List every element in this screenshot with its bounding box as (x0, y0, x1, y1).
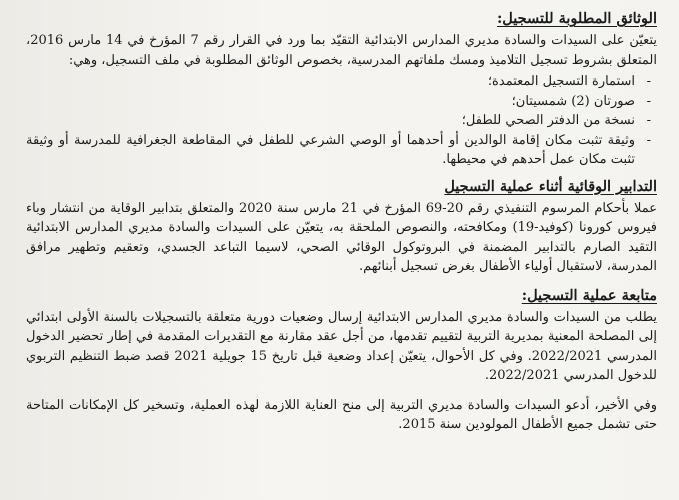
list-item: - نسخة من الدفتر الصحي للطفل؛ (26, 111, 635, 131)
section-title-preventive-measures: التدابير الوقائية أثناء عملية التسجيل (444, 177, 657, 195)
required-documents-list (26, 72, 657, 170)
section-title-registration-followup: متابعة عملية التسجيل: (521, 286, 657, 304)
list-item: - وثيقة تثبت مكان إقامة الوالدين أو أحدهما أو الوصي الشرعي للطفل في المقاطعة الجغرافية للمدرسة أو وثيقة تثبت مكان عمل أحدهم في محيطها. (26, 131, 635, 170)
closing-body: وفي الأخير، أدعو السيدات والسادة مديري التربية إلى منح العناية اللازمة لهذه العملية، وتسخير كل الإمكانات المتاحة حتى تشمل جميع الأطفال المولودين سنة 2015. (26, 397, 657, 432)
registration-followup-body: يطلب من السيدات والسادة مديري المدارس الابتدائية إرسال وضعيات دورية متعلقة بالتسجيلات بالسنة الأولى ابتدائي إلى المصلحة المعنية بمديرية التربية لتقييم تقدمها، من أجل عقد مقارنة مع التقديرات المقدمة في إطار تحضير الدخول المدرسي 2022/2021. وفي كل الأحوال، يتعيّن إعداد وضعية قبل تاريخ 15 جويلية 2021 قصد ضبط التنظيم التربوي للدخول المدرسي 2022/2021. (26, 309, 657, 383)
registration-followup-section (26, 287, 657, 386)
section-title-required-documents: الوثائق المطلوبة للتسجيل: (496, 10, 657, 27)
preventive-measures-section (26, 178, 657, 277)
closing-section (26, 396, 657, 435)
list-item: - صورتان (2) شمسيتان؛ (26, 92, 635, 112)
preventive-measures-body: عملا بأحكام المرسوم التنفيذي رقم 20-69 المؤرخ في 21 مارس سنة 2020 والمتعلق بتدابير الوقاية من انتشار وباء فيروس كورونا (كوفيد-19) ومكافحته، والنصوص الملحقة به، يتعيّن على السيدات والسادة مديري المدارس الابتدائية التقيد الصارم بالتدابير المضمنة في البروتوكول الوقائي الصحي، لاسيما التباعد الجسدي، وتعقيم وتطهير مرافق المدرسة، لاستقبال أولياء الأطفال بغرض تسجيل أبنائهم. (26, 200, 658, 274)
list-item: - استمارة التسجيل المعتمدة؛ (26, 72, 635, 92)
required-documents-section (26, 10, 657, 170)
required-documents-intro: يتعيّن على السيدات والسادة مديري المدارس الابتدائية التقيّد بما ورد في القرار رقم 7 المؤرخ في 14 مارس 2016، المتعلق بشروط تسجيل التلاميذ ومسك ملفاتهم المدرسية، بخصوص الوثائق المطلوبة في ملف التسجيل، وهي: (26, 33, 657, 68)
